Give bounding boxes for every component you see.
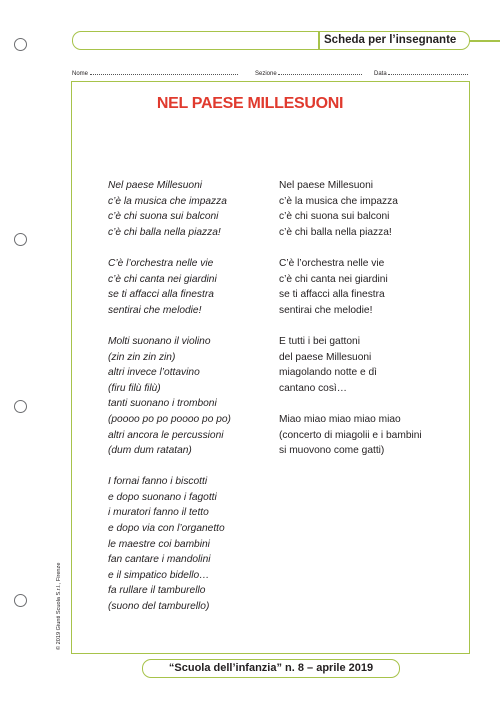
- poem-line: E tutti i bei gattoni: [279, 335, 360, 347]
- name-label: Nome: [72, 71, 89, 77]
- poem-line: I fornai fanno i biscotti: [108, 476, 208, 488]
- poem-line: (dum dum ratatan): [108, 445, 192, 457]
- poem-line: sentirai che melodie!: [108, 304, 202, 316]
- header-title: Scheda per l’insegnante: [324, 34, 457, 46]
- poem-line: c’è chi balla nella piazza!: [108, 226, 221, 238]
- poem-line: c’è chi suona sui balconi: [108, 211, 219, 223]
- poem-line: Nel paese Millesuoni: [108, 180, 203, 191]
- date-line[interactable]: [388, 68, 468, 75]
- poem-line: se ti affacci alla finestra: [108, 289, 214, 301]
- poem-line: c’è chi suona sui balconi: [279, 211, 390, 223]
- binder-hole-icon: [14, 233, 27, 246]
- page-title: NEL PAESE MILLESUONI: [156, 95, 344, 112]
- poem-line: miagolando notte e dì: [279, 367, 377, 379]
- stanza: [279, 334, 422, 396]
- stanza: [108, 256, 231, 318]
- date-label: Data: [374, 71, 387, 77]
- section-label: Sezione: [255, 71, 277, 77]
- poem-line: fan cantare i mandolini: [108, 554, 211, 566]
- poem-line: Molti suonano il violino: [108, 335, 211, 347]
- poem-line: altri invece l’ottavino: [108, 367, 200, 379]
- poem-line: c’è chi canta nei giardini: [279, 273, 388, 285]
- form-fields: [72, 68, 472, 80]
- stanza: [108, 178, 231, 240]
- poem-line: e dopo suonano i fagotti: [108, 491, 217, 503]
- header-separator: [318, 31, 320, 50]
- stanza: [108, 334, 231, 459]
- poem-upright-column: [279, 178, 422, 474]
- poem-line: c’è la musica che impazza: [279, 195, 398, 207]
- poem-line: (poooo po po poooo po po): [108, 413, 231, 425]
- poem-line: cantano così…: [279, 382, 347, 394]
- poem-line: e dopo via con l’organetto: [108, 523, 225, 535]
- poem-line: sentirai che melodie!: [279, 304, 373, 316]
- binder-hole-icon: [14, 400, 27, 413]
- section-field[interactable]: [255, 68, 362, 77]
- poem-line: c’è chi balla nella piazza!: [279, 226, 392, 238]
- poem-line: altri ancora le percussioni: [108, 429, 224, 441]
- name-field[interactable]: [72, 68, 238, 77]
- footer-issue: “Scuola dell’infanzia” n. 8 – aprile 2019: [142, 659, 400, 678]
- poem-line: e il simpatico bidello…: [108, 569, 210, 581]
- poem-line: fa rullare il tamburello: [108, 585, 206, 597]
- poem-line: Miao miao miao miao miao: [279, 413, 401, 425]
- poem-line: (zin zin zin zin): [108, 351, 176, 363]
- poem-italic-column: [108, 178, 231, 630]
- poem-line: del paese Millesuoni: [279, 351, 372, 363]
- poem-line: C’è l’orchestra nelle vie: [108, 257, 214, 269]
- poem-line: si muovono come gatti): [279, 445, 385, 457]
- poem-line: Nel paese Millesuoni: [279, 180, 374, 191]
- poem-line: c’è chi canta nei giardini: [108, 273, 217, 285]
- poem-line: tanti suonano i tromboni: [108, 398, 217, 410]
- copyright-text: © 2019 Giunti Scuola S.r.l., Firenze: [56, 562, 62, 650]
- stanza: [279, 256, 422, 318]
- binder-hole-icon: [14, 594, 27, 607]
- date-field[interactable]: [374, 68, 468, 77]
- binder-hole-icon: [14, 38, 27, 51]
- poem-line: i muratori fanno il tetto: [108, 507, 209, 519]
- poem-line: C’è l’orchestra nelle vie: [279, 257, 385, 269]
- section-line[interactable]: [278, 68, 362, 75]
- poem-line: (concerto di miagolii e i bambini: [279, 429, 422, 441]
- name-line[interactable]: [90, 68, 238, 75]
- poem-line: le maestre coi bambini: [108, 538, 210, 550]
- stanza: [108, 474, 231, 614]
- poem-line: (firu filù filù): [108, 382, 161, 394]
- poem-line: c’è la musica che impazza: [108, 195, 227, 207]
- poem-line: se ti affacci alla finestra: [279, 289, 385, 301]
- poem-line: (suono del tamburello): [108, 601, 210, 613]
- stanza: [279, 178, 422, 240]
- stanza: [279, 412, 422, 459]
